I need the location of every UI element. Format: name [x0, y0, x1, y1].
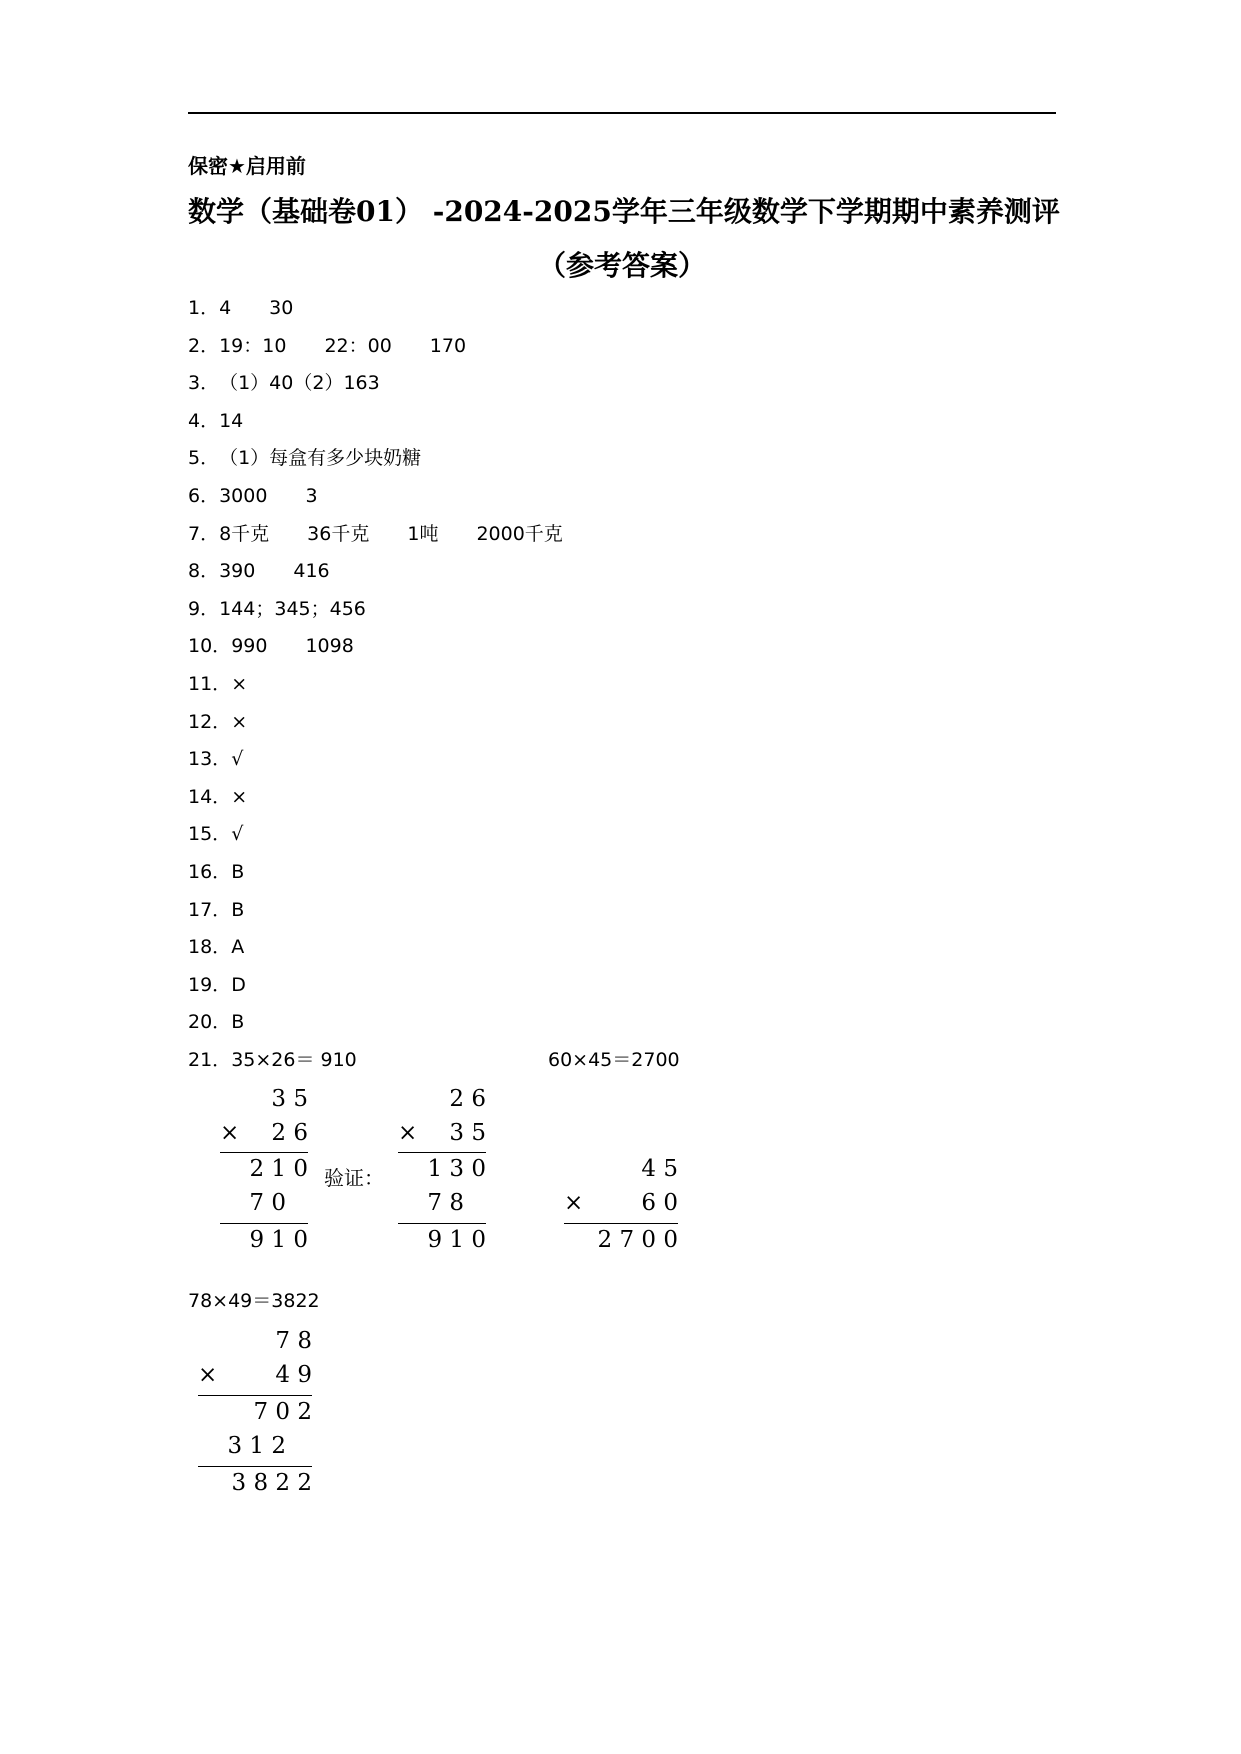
answer-text: B	[231, 1011, 245, 1034]
calc-partial-product: 7 0 2	[253, 1399, 312, 1425]
answer-text: （1）40（2）163	[219, 372, 380, 395]
calc-multiplier: 6 0	[641, 1190, 678, 1216]
calc-rule	[564, 1223, 678, 1224]
answer-item	[188, 520, 563, 558]
answer-text: （1）每盒有多少块奶糖	[219, 447, 422, 470]
answer-item	[188, 482, 563, 520]
answer-item	[188, 708, 563, 746]
answer-text: D	[231, 973, 246, 996]
answer-number: 16．	[188, 860, 232, 883]
equation-78x49: 78×49＝3822	[188, 1290, 320, 1312]
answer-number: 14．	[188, 785, 232, 808]
answer-text-secondary: 60×45＝2700	[548, 1048, 680, 1071]
answer-text: 4 30	[219, 297, 294, 319]
answer-number: 1．	[188, 297, 220, 319]
multiply-sign: ×	[398, 1120, 418, 1146]
answer-number: 11．	[188, 672, 232, 695]
answer-item	[188, 294, 563, 332]
answer-item	[188, 971, 563, 1009]
calc-multiplier: 4 9	[275, 1362, 312, 1388]
calc-result: 9 1 0	[427, 1227, 486, 1253]
answer-text: 3000 3	[219, 484, 318, 507]
calc-partial-product: 2 1 0	[249, 1156, 308, 1182]
answer-number: 12．	[188, 710, 232, 733]
answer-item	[188, 858, 563, 896]
answer-text: A	[231, 936, 245, 959]
calc-multiplicand: 2 6	[449, 1086, 486, 1112]
answer-number: 10．	[188, 635, 232, 658]
answer-number: 5．	[188, 447, 220, 470]
calc-rule	[398, 1223, 486, 1224]
calc-rule	[398, 1152, 486, 1153]
calc-multiplier: 2 6	[271, 1120, 308, 1146]
calc-rule	[220, 1152, 308, 1153]
calc-result: 3 8 2 2	[231, 1470, 312, 1496]
answer-item	[188, 595, 563, 633]
calc-rule	[198, 1466, 312, 1467]
answer-text: 19：10 22：00 170	[219, 334, 467, 357]
answer-number: 2．	[188, 334, 220, 357]
multiply-sign: ×	[564, 1190, 584, 1216]
answer-text: 144；345；456	[219, 597, 366, 620]
answer-item	[188, 783, 563, 821]
answer-number: 7．	[188, 522, 220, 545]
answer-item	[188, 332, 563, 370]
answer-number: 19．	[188, 973, 232, 996]
answer-number: 4．	[188, 409, 220, 432]
answer-number: 8．	[188, 560, 220, 583]
answer-text: ×	[231, 785, 248, 808]
answer-number: 13．	[188, 748, 232, 771]
answer-text: 35×26＝ 910	[231, 1048, 357, 1071]
calc-result: 9 1 0	[249, 1227, 308, 1253]
answer-text: √	[231, 823, 244, 846]
answer-item	[188, 820, 563, 858]
answer-number: 3．	[188, 372, 220, 395]
answer-number: 21．	[188, 1048, 232, 1071]
verify-label: 验证：	[324, 1166, 384, 1190]
answer-text: 990 1098	[231, 635, 354, 658]
calc-multiplicand: 4 5	[641, 1156, 678, 1182]
multiply-sign: ×	[198, 1362, 218, 1388]
secret-label: 保密★启用前	[188, 154, 306, 178]
answer-number: 20．	[188, 1011, 232, 1034]
answer-list	[188, 294, 680, 1083]
answer-item	[188, 896, 563, 934]
answer-text: B	[231, 860, 245, 883]
answer-text: ×	[231, 710, 248, 733]
answer-text: B	[231, 898, 245, 921]
answer-number: 17．	[188, 898, 232, 921]
calc-partial-product: 7 0	[249, 1190, 286, 1216]
calc-multiplicand: 3 5	[271, 1086, 308, 1112]
calc-multiplicand: 7 8	[275, 1328, 312, 1354]
answer-text: 14	[219, 409, 244, 432]
answer-number: 6．	[188, 484, 220, 507]
calc-rule	[198, 1395, 312, 1396]
answer-text: √	[231, 748, 244, 771]
answer-item	[188, 407, 563, 445]
answer-number: 15．	[188, 823, 232, 846]
answer-item	[188, 1046, 680, 1084]
answer-text: 8千克 36千克 1吨 2000千克	[219, 522, 563, 545]
calc-partial-product: 1 3 0	[427, 1156, 486, 1182]
answer-text: 390 416	[219, 560, 330, 583]
header-rule	[188, 112, 1056, 114]
answer-number: 9．	[188, 597, 220, 620]
answer-item	[188, 745, 563, 783]
answer-number: 18．	[188, 936, 232, 959]
answer-item	[188, 933, 563, 971]
answer-item	[188, 557, 563, 595]
calc-partial-product: 3 1 2	[227, 1433, 286, 1459]
answer-item	[188, 444, 563, 482]
answer-item	[188, 1008, 563, 1046]
calc-rule	[220, 1223, 308, 1224]
multiply-sign: ×	[220, 1120, 240, 1146]
calc-result: 2 7 0 0	[597, 1227, 678, 1253]
document-title: 数学（基础卷01） -2024-2025学年三年级数学下学期期中素养测评	[188, 195, 1060, 228]
calc-multiplier: 3 5	[449, 1120, 486, 1146]
answer-item	[188, 670, 563, 708]
document-subtitle: （参考答案）	[537, 249, 706, 282]
answer-text: ×	[231, 672, 248, 695]
answer-item	[188, 369, 563, 407]
calc-partial-product: 7 8	[427, 1190, 464, 1216]
answer-item	[188, 632, 563, 670]
